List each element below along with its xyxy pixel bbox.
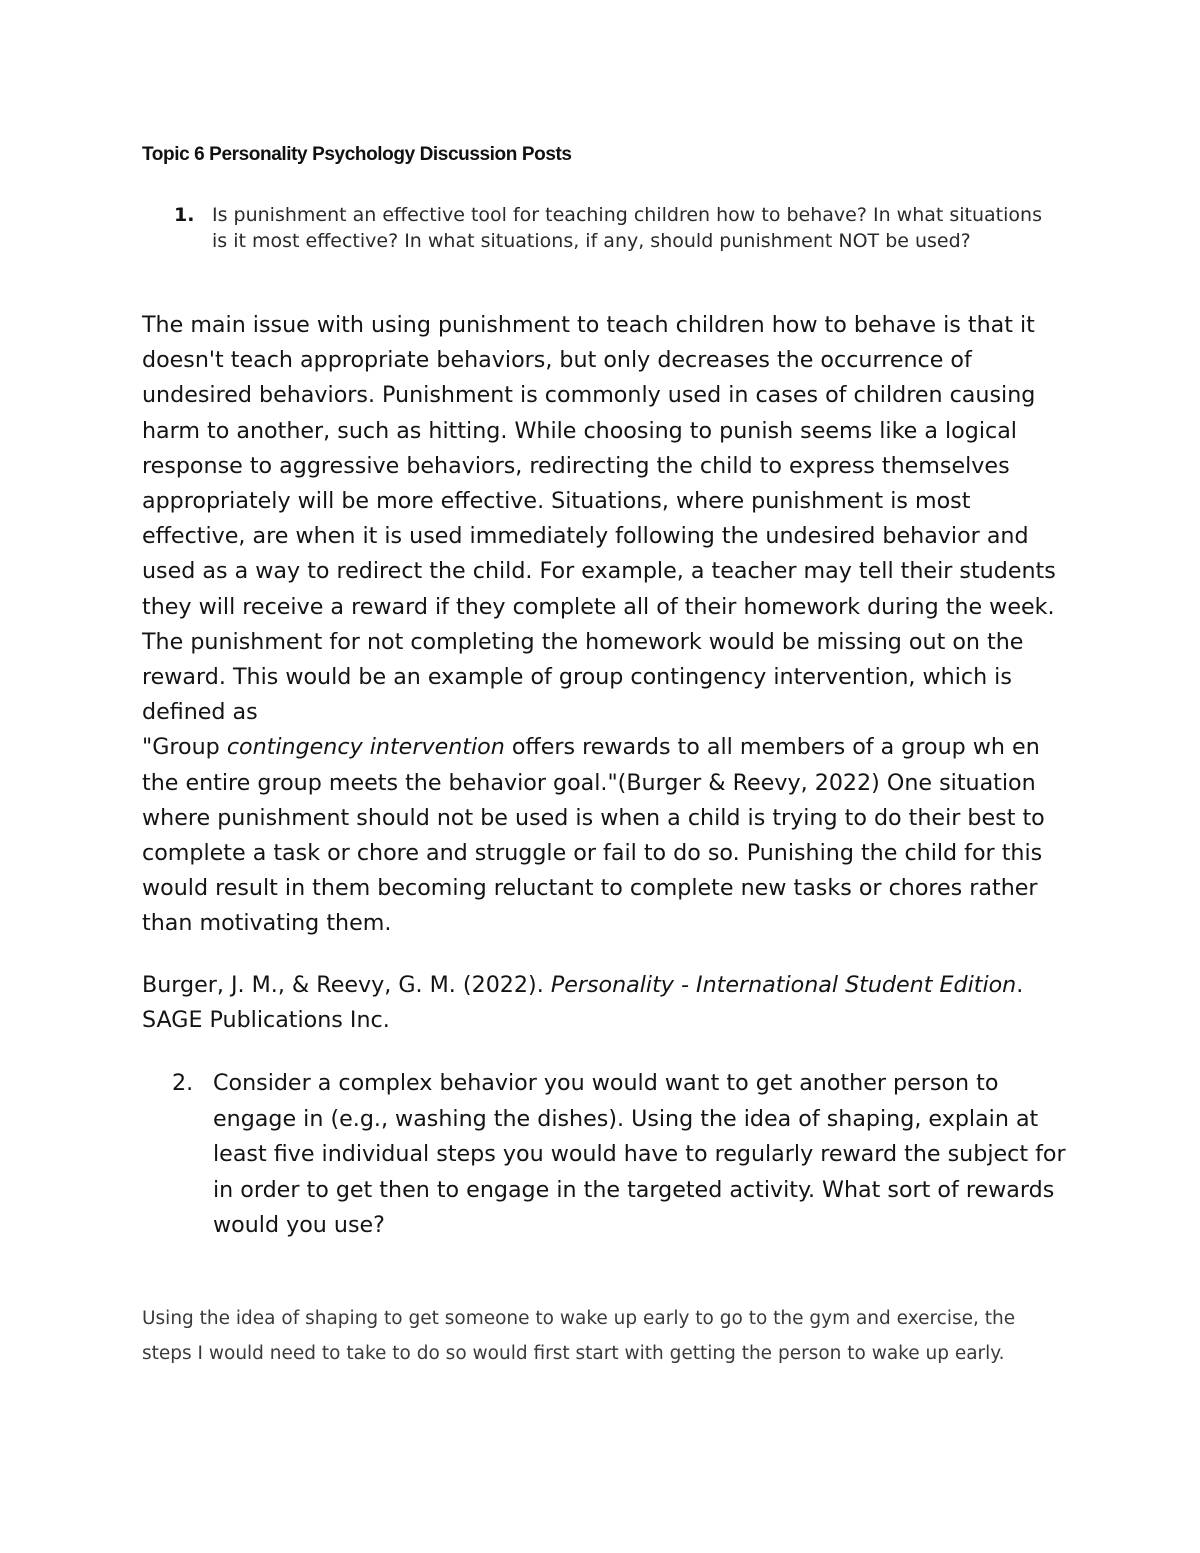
reference-publisher: . SAGE Publications Inc. [142, 972, 1024, 1034]
reference-book-title: Personality - International Student Edition [550, 972, 1017, 998]
answer-2-paragraph: Using the idea of shaping to get someone to wake up early to go to the gym and exercise, the steps I would need to take to do so would first start with getting the person to wake up early. [142, 1308, 1016, 1364]
question-2-number: 2. [172, 1070, 194, 1096]
document-title: Topic 6 Personality Psychology Discussion Posts [142, 144, 572, 165]
question-2 [172, 1066, 1072, 1244]
answer-1-quote-start: "Group [142, 734, 227, 761]
answer-1-quote-term: contingency intervention [226, 734, 505, 761]
question-2-text: Consider a complex behavior you would want to get another person to engage in (e.g., washing the dishes). Using the idea of shaping, explain at least five individual steps you would have to regularly reward the subject for in order to get then to engage in the targeted activity. What sort of rewards would you use? [213, 1070, 1066, 1238]
answer-1-body: The main issue with using punishment to teach children how to behave is that it doesn't teach appropriate behaviors, but only decreases the occurrence of undesired behaviors. Punishment is commonly used in cases of children causing harm to another, such as hitting. While choosing to punish seems like a logical response to aggressive behaviors, redirecting the child to express themselves appropriately will be more effective. Situations, where punishment is most effective, are when it is used immediately following the undesired behavior and used as a way to redirect the child. For example, a teacher may tell their students they will receive a reward if they complete all of their homework during the week. The punishment for not completing the homework would be missing out on the reward. This would be an example of group contingency intervention, which is defined as [142, 312, 1056, 726]
answer-1-paragraph [142, 308, 1072, 942]
question-1 [174, 202, 1054, 254]
reference-citation [142, 968, 1072, 1038]
answer-1-quote-rest: offers rewards to all members of a group wh en the entire group meets the behavior goal."(Burger & Reevy, 2022) One situation where punishment should not be used is when a child is trying to do their best to complete a task or chore and struggle or fail to do so. Punishing the child for this would result in them becoming reluctant to complete new tasks or chores rather than motivating them. [142, 734, 1045, 937]
question-1-text: Is punishment an effective tool for teaching children how to behave? In what situations is it most effective? In what situations, if any, should punishment NOT be used? [212, 204, 1042, 252]
reference-authors: Burger, J. M., & Reevy, G. M. (2022). [142, 972, 551, 998]
question-1-number: 1. [174, 204, 195, 226]
